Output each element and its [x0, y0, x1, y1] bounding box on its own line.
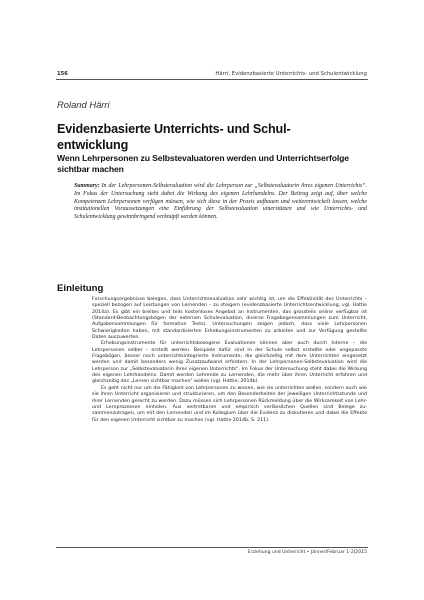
- article-title: Evidenzbasierte Unterrichts- und Schulentwicklung: [57, 122, 291, 152]
- body-text: [92, 297, 367, 424]
- footer-rule: [56, 547, 368, 548]
- running-header: Härri, Evidenzbasierte Unterrichts- und Schulentwicklung: [215, 71, 367, 77]
- page-number: 156: [57, 71, 68, 77]
- summary-label: Summary:: [74, 183, 100, 189]
- body-paragraph: Forschungsergebnisse belegen, dass Unterrichtsevaluation sehr wichtig ist, um die Effektivität des Unterrichts – speziell bezogen auf Leistungen von Lernenden – zu steigern (evidenzbasierte Unterrichtsentwicklung, vgl. Hattie 2014a). Es gibt ein breites und teils kostenloses Angebot an Instrumenten, das grossteils online verfügbar ist (Standard-Beobachtungsbögen der externen Schulevaluation, diverse Fragebogensammlungen zum Unterricht, Aufgabensammlungen für formative Tests). Untersuchungen zeigen jedoch, dass viele Lehrpersonen Schwierigkeiten haben, mit standardisierten Erhebungsinstrumenten zu arbeiten und zur Verfügung gestellte Daten auszuwerten.: [92, 297, 367, 341]
- body-paragraph: Es geht nicht nur um die Fähigkeit von Lehrpersonen zu wissen, wie sie unterrichten wollen, sondern auch wie sie ihren Unterricht organisieren und strukturieren, um den Besonderheiten der jeweiligen Unterrichtsstunde und ihrer Lernenden gerecht zu werden. Dazu müssen sich Lehrpersonen Rückmeldung über die Wirksamkeit von Lehr- und Lernprozessen einholen. Aus vertretbaren und empirisch verlässlichen Quellen sind Belege zusammenzutragen, um mit den Lernenden und im Kollegium über die Evidenz zu diskutieren und dabei die Effekte für den eigenen Unterricht sichtbar zu machen (vgl. Hattie 2014b, S. 211).: [92, 385, 367, 423]
- article-subtitle: Wenn Lehrpersonen zu Selbstevaluatoren werden und Unterrichtserfolge sichtbar machen: [57, 153, 349, 174]
- section-heading: Einleitung: [57, 283, 104, 294]
- body-paragraph: Erhebungsinstrumente für unterrichtsbezogene Evaluationen können aber auch durch Interne – die Lehrpersonen selber – erstellt werden. Beispiele dafür sind in der Schule selbst erstellte oder angepasste Fragebögen, besser noch unterrichtsintegrierte Instrumente, die gleichzeitig mit dem Unterrichten eingesetzt werden und damit besonders wenig Zusatzaufwand erfordern. In der Lehrpersonen-Selbstevaluation wird die Lehrperson zur „Selbstevaluatorin ihres eigenen Unterrichts“. Im Fokus der Untersuchung steht dabei die Wirkung des eigenen Lehrhandelns. Damit werden Lehrende zu Lernenden, die mehr über ihren Unterricht erfahren und gleichzeitig das „Lernen sichtbar machen“ wollen (vgl. Hattie, 2014b).: [92, 341, 367, 385]
- summary-text: In der Lehrpersonen-Selbstevaluation wird die Lehrperson zur „Selbstevaluatorin ihres eigenen Unterrichts“. Im Fokus der Untersuchung steht dabei die Wirkung des eigenen Lehrhandelns. Der Beitrag zeigt auf, über welche Kompetenzen Lehrpersonen verfügen müssen, wie sich diese in der Praxis aufbauen und weiterentwickelt lassen, welche institutionellen Voraussetzungen eine Einführung der Selbstevaluation unterstützen und wie Unterrichts- und Schulentwicklung gewinnbringend verknüpft werden können.: [74, 183, 367, 221]
- header-rule: [56, 79, 368, 80]
- summary-block: [74, 183, 367, 222]
- article-author: Roland Härri: [57, 99, 110, 110]
- journal-footer: Erziehung und Unterricht • Jänner/Februar 1-2|2015: [247, 550, 367, 555]
